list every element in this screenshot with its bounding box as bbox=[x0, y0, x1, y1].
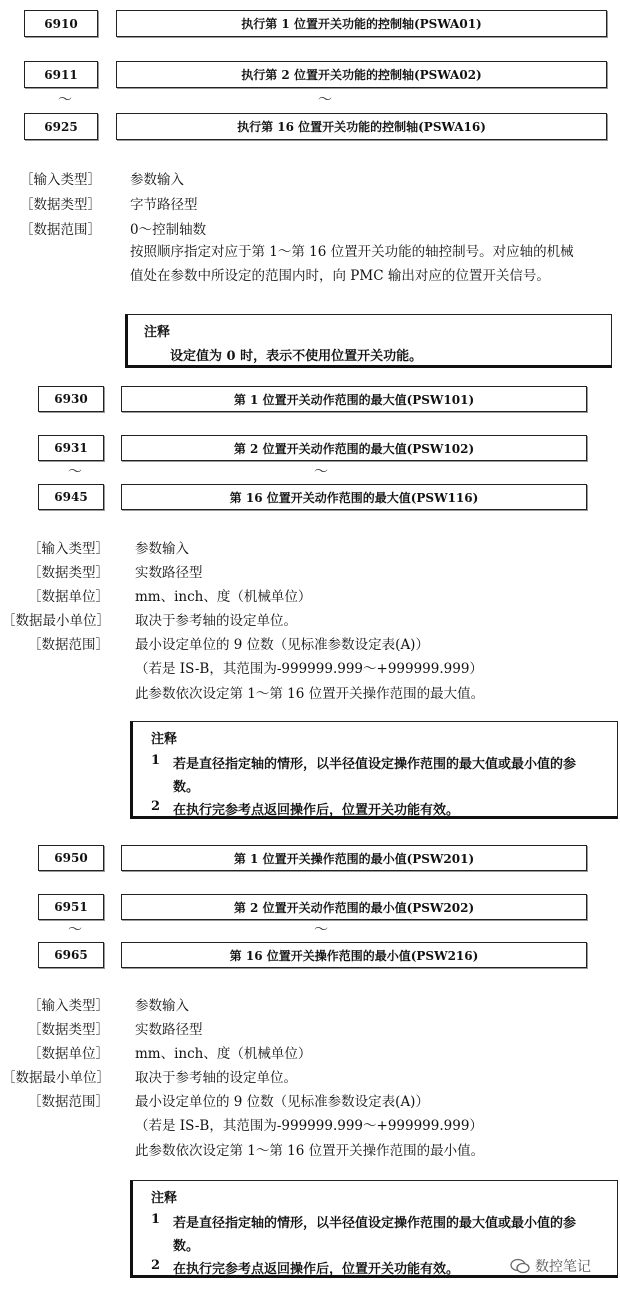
attr-value: 0～控制轴数 bbox=[130, 222, 207, 238]
note-title: 注释 bbox=[151, 732, 178, 747]
attr-value: 参数输入 bbox=[130, 172, 184, 188]
note-item-text: 在执行完参考点返回操作后，位置开关功能有效。 bbox=[173, 1262, 460, 1277]
range-tilde: ～ bbox=[68, 464, 82, 480]
note-box bbox=[130, 721, 618, 819]
param-number: 6965 bbox=[38, 942, 104, 968]
attr-value: 最小设定单位的 9 位数（见标准参数设定表(A)） bbox=[135, 1094, 429, 1110]
note-box bbox=[125, 314, 612, 368]
note-item-number: 2 bbox=[151, 799, 161, 814]
param-number: 6951 bbox=[38, 894, 104, 920]
param-number: 6945 bbox=[38, 484, 104, 510]
param-description: 第 2 位置开关动作范围的最小值(PSW202) bbox=[121, 894, 587, 920]
description-text: 此参数依次设定第 1～第 16 位置开关操作范围的最大值。 bbox=[135, 686, 485, 702]
attr-value: 参数输入 bbox=[135, 998, 189, 1014]
note-title: 注释 bbox=[144, 325, 171, 340]
attr-value: 字节路径型 bbox=[130, 197, 198, 213]
range-tilde: ～ bbox=[68, 922, 82, 938]
attr-label: ［数据范围］ bbox=[20, 222, 101, 238]
description-text bbox=[130, 240, 615, 288]
description-line: 按照顺序指定对应于第 1～第 16 位置开关功能的轴控制号。对应轴的机械 bbox=[130, 244, 574, 260]
description-line: 值处在参数中所设定的范围内时，向 PMC 输出对应的位置开关信号。 bbox=[130, 268, 550, 284]
attr-value: mm、inch、度（机械单位） bbox=[135, 589, 312, 605]
note-item-number: 1 bbox=[151, 1212, 161, 1227]
param-description: 第 1 位置开关动作范围的最大值(PSW101) bbox=[121, 386, 587, 412]
attr-label: ［数据最小单位］ bbox=[2, 613, 110, 629]
attr-label: ［数据类型］ bbox=[28, 565, 109, 581]
param-description: 执行第 1 位置开关功能的控制轴(PSWA01) bbox=[116, 10, 607, 37]
param-number: 6911 bbox=[24, 61, 98, 88]
range-tilde: ～ bbox=[318, 92, 332, 108]
note-item-text: 在执行完参考点返回操作后，位置开关功能有效。 bbox=[173, 803, 460, 818]
param-description: 执行第 2 位置开关功能的控制轴(PSWA02) bbox=[116, 61, 607, 88]
range-note: （若是 IS-B，其范围为-999999.999～+999999.999） bbox=[135, 661, 483, 677]
note-item-text: 数。 bbox=[173, 1239, 200, 1254]
attr-label: ［数据范围］ bbox=[28, 637, 109, 653]
note-item-text: 若是直径指定轴的情形，以半径值设定操作范围的最大值或最小值的参 bbox=[173, 757, 577, 772]
attr-value: 最小设定单位的 9 位数（见标准参数设定表(A)） bbox=[135, 637, 429, 653]
note-text: 设定值为 0 时，表示不使用位置开关功能。 bbox=[170, 349, 423, 364]
attr-value: 实数路径型 bbox=[135, 565, 203, 581]
param-number: 6931 bbox=[38, 435, 104, 461]
range-tilde: ～ bbox=[314, 464, 328, 480]
attr-label: ［数据类型］ bbox=[28, 1022, 109, 1038]
attr-label: ［输入类型］ bbox=[20, 172, 101, 188]
attr-label: ［数据范围］ bbox=[28, 1094, 109, 1110]
range-note: （若是 IS-B，其范围为-999999.999～+999999.999） bbox=[135, 1118, 483, 1134]
wechat-icon bbox=[510, 1258, 530, 1274]
range-tilde: ～ bbox=[58, 92, 72, 108]
note-item-text: 数。 bbox=[173, 780, 200, 795]
param-description: 第 2 位置开关动作范围的最大值(PSW102) bbox=[121, 435, 587, 461]
param-number: 6930 bbox=[38, 386, 104, 412]
attr-label: ［数据单位］ bbox=[28, 589, 109, 605]
attr-label: ［数据单位］ bbox=[28, 1046, 109, 1062]
param-description: 第 16 位置开关操作范围的最小值(PSW216) bbox=[121, 942, 587, 968]
note-item-number: 2 bbox=[151, 1258, 161, 1273]
param-number: 6925 bbox=[24, 113, 98, 140]
attr-label: ［数据类型］ bbox=[20, 197, 101, 213]
note-item-number: 1 bbox=[151, 753, 161, 768]
attr-label: ［输入类型］ bbox=[28, 998, 109, 1014]
attr-label: ［输入类型］ bbox=[28, 541, 109, 557]
range-tilde: ～ bbox=[314, 922, 328, 938]
note-title: 注释 bbox=[151, 1191, 178, 1206]
watermark bbox=[510, 1256, 591, 1276]
note-item-text: 若是直径指定轴的情形，以半径值设定操作范围的最大值或最小值的参 bbox=[173, 1216, 577, 1231]
param-number: 6910 bbox=[24, 10, 98, 37]
param-description: 第 16 位置开关动作范围的最大值(PSW116) bbox=[121, 484, 587, 510]
description-text: 此参数依次设定第 1～第 16 位置开关操作范围的最小值。 bbox=[135, 1143, 485, 1159]
attr-value: mm、inch、度（机械单位） bbox=[135, 1046, 312, 1062]
watermark-text: 数控笔记 bbox=[535, 1259, 591, 1275]
param-number: 6950 bbox=[38, 845, 104, 871]
attr-label: ［数据最小单位］ bbox=[2, 1070, 110, 1086]
param-description: 执行第 16 位置开关功能的控制轴(PSWA16) bbox=[116, 113, 607, 140]
param-description: 第 1 位置开关操作范围的最小值(PSW201) bbox=[121, 845, 587, 871]
attr-value: 参数输入 bbox=[135, 541, 189, 557]
attr-value: 取决于参考轴的设定单位。 bbox=[135, 613, 297, 629]
attr-value: 实数路径型 bbox=[135, 1022, 203, 1038]
attr-value: 取决于参考轴的设定单位。 bbox=[135, 1070, 297, 1086]
